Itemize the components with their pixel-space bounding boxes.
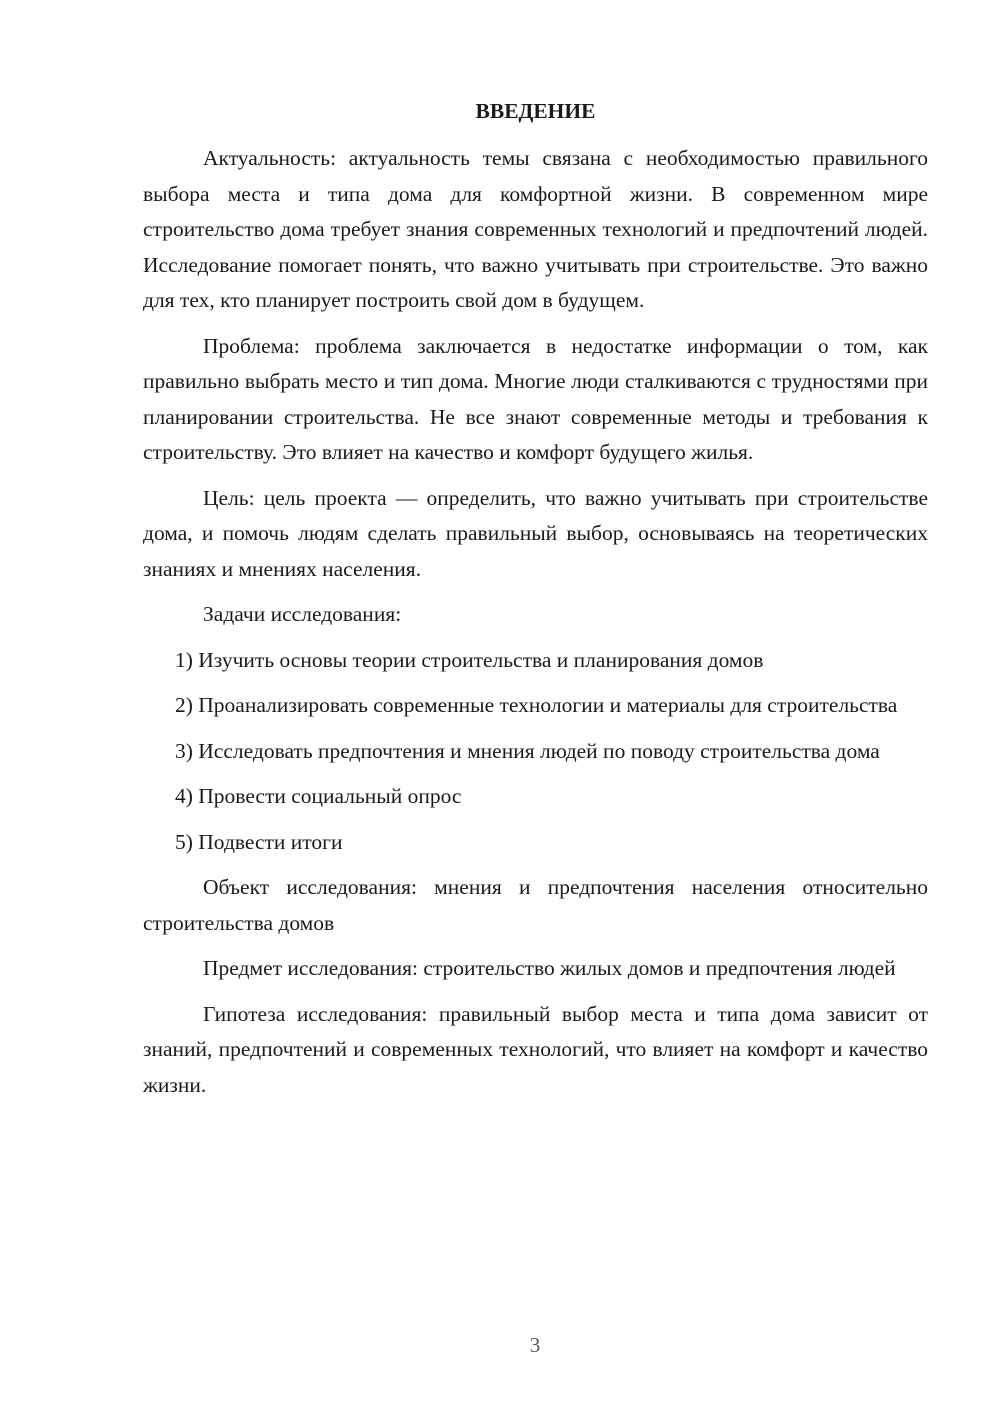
document-title: ВВЕДЕНИЕ — [475, 99, 596, 123]
task-item-2: 2) Проанализировать современные технологии и материалы для строительства — [175, 693, 898, 717]
paragraph-relevance: Актуальность: актуальность темы связана с необходимостью правильного выбора места и типа дома для комфортной жизни. В современном мире строительство дома требует знания современных технологий и предпочтений людей. Исследование помогает понять, что важно учитывать при строительстве. Это важно для тех, кто планирует построить свой дом в будущем. — [143, 146, 928, 312]
task-item-3: 3) Исследовать предпочтения и мнения людей по поводу строительства дома — [175, 738, 880, 763]
paragraph-subject: Предмет исследования: строительство жилых домов и предпочтения людей — [203, 956, 896, 980]
paragraph-problem: Проблема: проблема заключается в недостатке информации о том, как правильно выбрать место и тип дома. Многие люди сталкиваются с трудностями при планировании строительства. Не все знают современные методы и требования к строительству. Это влияет на качество и комфорт будущего жилья. — [143, 333, 928, 464]
tasks-heading: Задачи исследования: — [203, 602, 402, 626]
paragraph-object: Объект исследования: мнения и предпочтения населения относительно строительства домов — [143, 875, 928, 935]
paragraph-goal: Цель: цель проекта — определить, что важно учитывать при строительстве дома, и помочь людям сделать правильный выбор, основываясь на теоретических знаниях и мнениях населения. — [143, 485, 928, 581]
task-item-4: 4) Провести социальный опрос — [175, 784, 462, 808]
paragraph-hypothesis: Гипотеза исследования: правильный выбор места и типа дома зависит от знаний, предпочтений и современных технологий, что влияет на комфорт и качество жизни. — [143, 1001, 928, 1097]
task-item-5: 5) Подвести итоги — [175, 829, 343, 854]
document-page — [143, 94, 928, 1113]
page-number: 3 — [529, 1333, 541, 1357]
task-item-1: 1) Изучить основы теории строительства и планирования домов — [175, 647, 764, 672]
